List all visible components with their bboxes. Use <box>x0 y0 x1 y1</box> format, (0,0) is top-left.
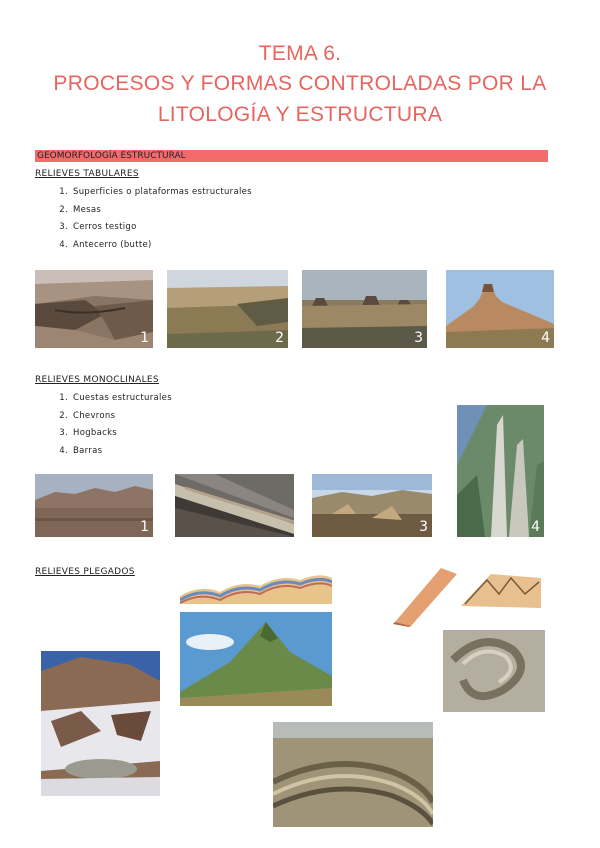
photo-number: 3 <box>414 330 423 346</box>
list-item: 2. Chevrons <box>71 408 172 426</box>
photo-fold-landscape <box>273 722 433 827</box>
list-item: 3. Cerros testigo <box>71 219 252 237</box>
list-item: 4. Antecerro (butte) <box>71 237 252 255</box>
page-title-line-2: PROCESOS Y FORMAS CONTROLADAS POR LA <box>53 72 547 95</box>
photo-number: 1 <box>140 519 149 535</box>
list-relieves-tabulares <box>53 184 252 254</box>
list-item: 4. Barras <box>71 443 172 461</box>
photo-hogbacks <box>312 474 432 537</box>
photo-antecerro <box>446 270 554 348</box>
list-item: 1. Cuestas estructurales <box>71 390 172 408</box>
photo-cerros-testigo <box>302 270 427 348</box>
photo-number: 3 <box>419 519 428 535</box>
section-banner: GEOMORFOLOGÍA ESTRUCTURAL <box>35 150 548 162</box>
list-relieves-monoclinales <box>53 390 172 460</box>
photo-plataforma-estructural <box>35 270 153 348</box>
photo-number: 2 <box>275 330 284 346</box>
page-title-line-1: TEMA 6. <box>258 42 342 65</box>
photo-barras <box>457 405 544 537</box>
list-item: 3. Hogbacks <box>71 425 172 443</box>
heading-relieves-tabulares: RELIEVES TABULARES <box>35 169 139 179</box>
list-item: 2. Mesas <box>71 202 252 220</box>
photo-number: 4 <box>531 519 540 535</box>
diagram-folds-cross-section <box>180 570 332 608</box>
page-title-line-3: LITOLOGÍA Y ESTRUCTURA <box>157 103 443 126</box>
list-item: 1. Superficies o plataformas estructurales <box>71 184 252 202</box>
diagram-fold-block <box>391 564 545 627</box>
heading-relieves-plegados: RELIEVES PLEGADOS <box>35 567 135 577</box>
heading-relieves-monoclinales: RELIEVES MONOCLINALES <box>35 375 159 385</box>
photo-snowy-fold <box>41 651 160 796</box>
photo-cuestas <box>35 474 153 537</box>
photo-number: 1 <box>140 330 149 346</box>
photo-mesa <box>167 270 288 348</box>
photo-fold-aerial <box>443 630 545 712</box>
photo-chevrons <box>175 474 294 537</box>
photo-folded-mountain <box>180 612 332 706</box>
photo-number: 4 <box>541 330 550 346</box>
